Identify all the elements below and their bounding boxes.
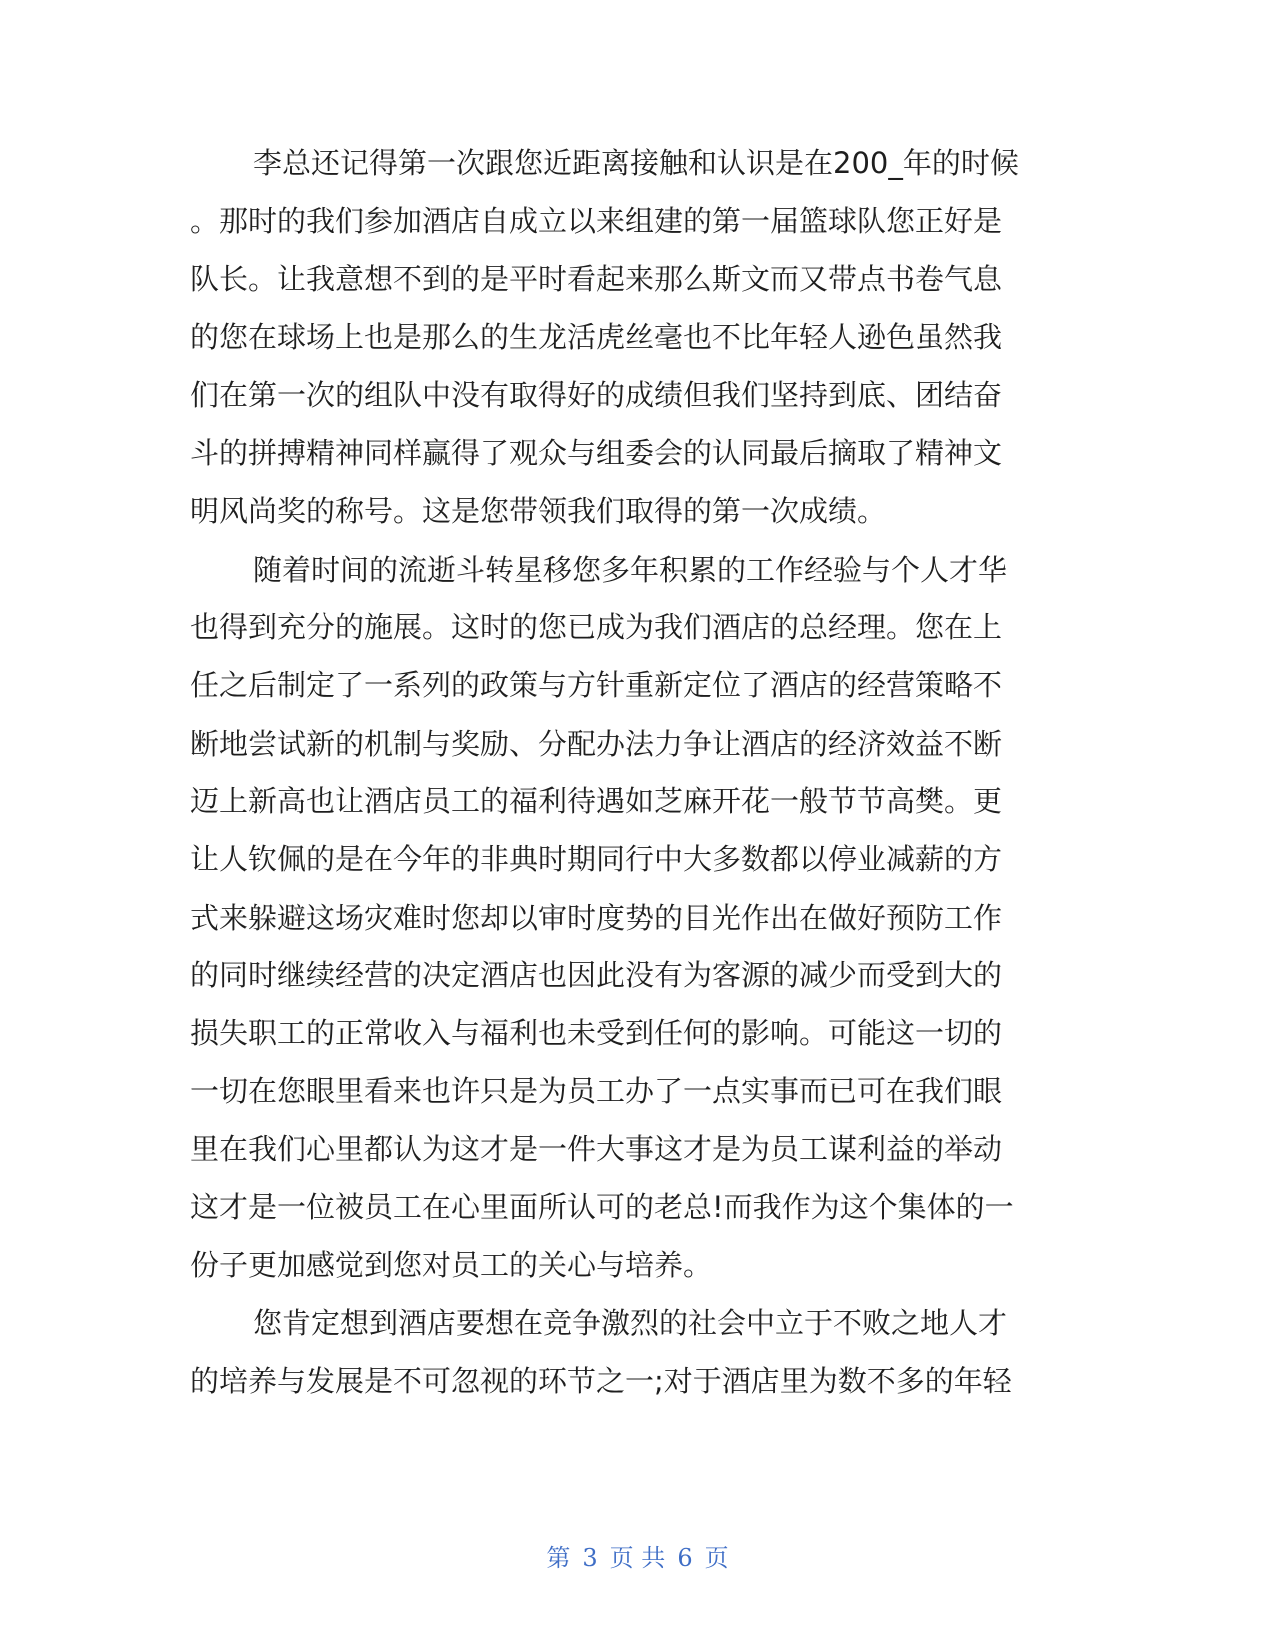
text-line: 。那时的我们参加酒店自成立以来组建的第一届篮球队您正好是 bbox=[190, 204, 1003, 238]
text-line: 份子更加感觉到您对员工的关心与培养。 bbox=[190, 1248, 713, 1282]
text-line: 这才是一位被员工在心里面所认可的老总!而我作为这个集体的一 bbox=[190, 1190, 1014, 1224]
footer-suffix: 页 bbox=[704, 1544, 729, 1572]
text-line: 的您在球场上也是那么的生龙活虎丝毫也不比年轻人逊色虽然我 bbox=[190, 320, 1003, 354]
text-line: 李总还记得第一次跟您近距离接触和认识是在200_年的时候 bbox=[253, 146, 1019, 180]
text-line: 的培养与发展是不可忽视的环节之一;对于酒店里为数不多的年轻 bbox=[190, 1364, 1012, 1398]
text-line: 的同时继续经营的决定酒店也因此没有为客源的减少而受到大的 bbox=[190, 958, 1003, 992]
page-number-footer bbox=[0, 1538, 1275, 1573]
footer-prefix: 第 bbox=[546, 1544, 571, 1572]
text-line: 斗的拼搏精神同样赢得了观众与组委会的认同最后摘取了精神文 bbox=[190, 436, 1003, 470]
text-line: 也得到充分的施展。这时的您已成为我们酒店的总经理。您在上 bbox=[190, 610, 1003, 644]
footer-current-page: 3 bbox=[582, 1544, 598, 1572]
text-line: 您肯定想到酒店要想在竞争激烈的社会中立于不败之地人才 bbox=[253, 1306, 1008, 1340]
text-line: 一切在您眼里看来也许只是为员工办了一点实事而已可在我们眼 bbox=[190, 1074, 1003, 1108]
text-line: 里在我们心里都认为这才是一件大事这才是为员工谋利益的举动 bbox=[190, 1132, 1003, 1166]
text-line: 队长。让我意想不到的是平时看起来那么斯文而又带点书卷气息 bbox=[190, 262, 1003, 296]
footer-middle: 页 共 bbox=[609, 1544, 666, 1572]
footer-total-pages: 6 bbox=[677, 1544, 693, 1572]
text-line: 迈上新高也让酒店员工的福利待遇如芝麻开花一般节节高樊。更 bbox=[190, 784, 1003, 818]
text-line: 损失职工的正常收入与福利也未受到任何的影响。可能这一切的 bbox=[190, 1016, 1003, 1050]
text-line: 们在第一次的组队中没有取得好的成绩但我们坚持到底、团结奋 bbox=[190, 378, 1003, 412]
text-line: 任之后制定了一系列的政策与方针重新定位了酒店的经营策略不 bbox=[190, 668, 1003, 702]
text-line: 让人钦佩的是在今年的非典时期同行中大多数都以停业减薪的方 bbox=[190, 842, 1003, 876]
text-line: 随着时间的流逝斗转星移您多年积累的工作经验与个人才华 bbox=[253, 553, 1008, 587]
text-line: 断地尝试新的机制与奖励、分配办法力争让酒店的经济效益不断 bbox=[190, 727, 1003, 761]
text-line: 明风尚奖的称号。这是您带领我们取得的第一次成绩。 bbox=[190, 494, 887, 528]
text-line: 式来躲避这场灾难时您却以审时度势的目光作出在做好预防工作 bbox=[190, 901, 1003, 935]
